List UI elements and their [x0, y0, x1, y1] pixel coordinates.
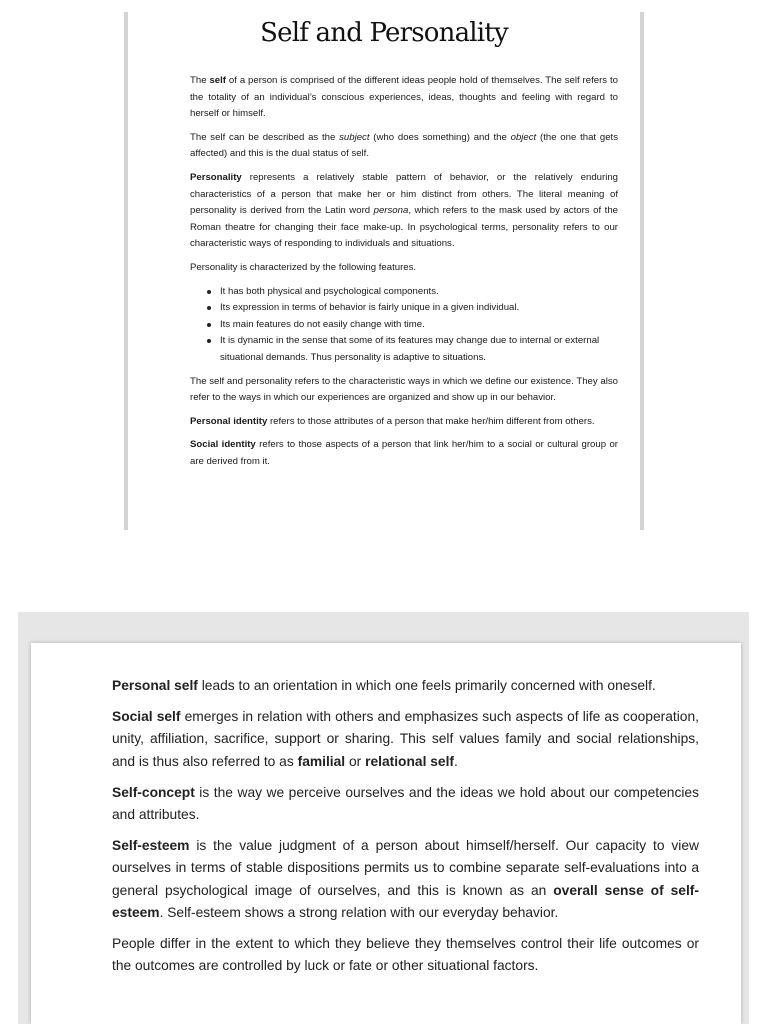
text: represents a relatively stable pattern of behavior, or the relatively enduring characteristics of a person that make her or him distinct from others. The literal meaning of personality is derived from the Latin word [190, 171, 618, 217]
term-persona: persona [373, 205, 409, 217]
term-social-self: Social self [112, 709, 181, 725]
term-object: object [510, 131, 537, 143]
term-self: self [209, 75, 226, 86]
text: refers to those attributes of a person that make her/him different from others. [267, 415, 595, 427]
paragraph-subject-object [190, 130, 618, 163]
paragraph-self-esteem [112, 835, 699, 924]
text: refers to those aspects of a person that link her/him to a social or cultural group or are derived from it. [190, 439, 618, 467]
text: is the way we perceive ourselves and the ideas we hold about our competencies and attributes. [112, 784, 699, 823]
text: is the value judgment of a person about himself/herself. Our capacity to view ourselves in terms of stable dispositions permits us to combine separate self-evaluations into a general psychological image of ourselves, and this is known as an [112, 838, 699, 898]
text: The self can be described as the [190, 131, 340, 143]
text: . Self-esteem shows a strong relation with our everyday behavior. [159, 904, 559, 920]
paragraph-personal-identity [190, 414, 618, 431]
paragraph-self-definition [190, 73, 618, 123]
paragraph-social-identity [190, 437, 618, 470]
list-item: It has both physical and psychological components. [220, 284, 618, 301]
term-personal-self: Personal self [112, 678, 198, 693]
text: emerges in relation with others and emphasizes such aspects of life as cooperation, unity, affiliation, sacrifice, support or sharing. This self values family and social relationships, and is thus also referred to as [112, 709, 699, 769]
text: (who does something) and the [369, 131, 511, 143]
term-familial: familial [297, 753, 346, 769]
features-list [190, 284, 618, 367]
term-personal-identity: Personal identity [190, 415, 268, 427]
text: (the one that gets affected) and this is the dual status of self. [190, 131, 619, 160]
paragraph-features-intro: Personality is characterized by the following features. [190, 261, 417, 273]
paragraph-self-concept [112, 782, 699, 826]
page-title: Self and Personality [260, 18, 508, 48]
list-item: Its main features do not easily change with time. [220, 317, 618, 334]
text: of a person is comprised of the different ideas people hold of themselves. The self refers to the totality of an individual’s conscious experiences, ideas, thoughts and feeling with regard to herself or himself. [190, 75, 618, 120]
text: or [345, 753, 366, 769]
term-self-esteem: Self-esteem [112, 838, 190, 854]
paragraph-personal-self [112, 675, 699, 697]
page-1-body [190, 73, 618, 477]
document-page-2 [31, 643, 741, 1024]
page-2-body [112, 675, 699, 986]
paragraph-personality [190, 170, 618, 253]
term-relational-self: relational self [365, 753, 455, 769]
text: leads to an orientation in which one feels primarily concerned with oneself. [197, 678, 656, 693]
term-subject: subject [339, 131, 370, 143]
term-social-identity: Social identity [190, 439, 256, 451]
text: The [190, 75, 210, 86]
text: . [454, 753, 458, 769]
text: , which refers to the mask used by actors of the Roman theatre for changing their face make-up. In psychological terms, personality refers to our characteristic ways of responding to individuals and situations. [190, 205, 618, 250]
list-item: Its expression in terms of behavior is fairly unique in a given individual. [220, 300, 618, 317]
document-page-1 [124, 12, 644, 530]
paragraph-self-and-personality: The self and personality refers to the characteristic ways in which we define our existence. They also refer to the ways in which our experiences are organized and show up in our behavior. [190, 375, 618, 404]
term-self-concept: Self-concept [112, 784, 195, 800]
term-personality: Personality [190, 171, 242, 183]
paragraph-locus-of-control: People differ in the extent to which they believe they themselves control their life outcomes or the outcomes are controlled by luck or fate or other situational factors. [112, 936, 699, 974]
paragraph-social-self [112, 706, 699, 773]
term-overall-self-esteem: overall sense of self-esteem [112, 882, 699, 920]
list-item: It is dynamic in the sense that some of its features may change due to internal or external situational demands. Thus personality is adaptive to situations. [220, 333, 618, 366]
